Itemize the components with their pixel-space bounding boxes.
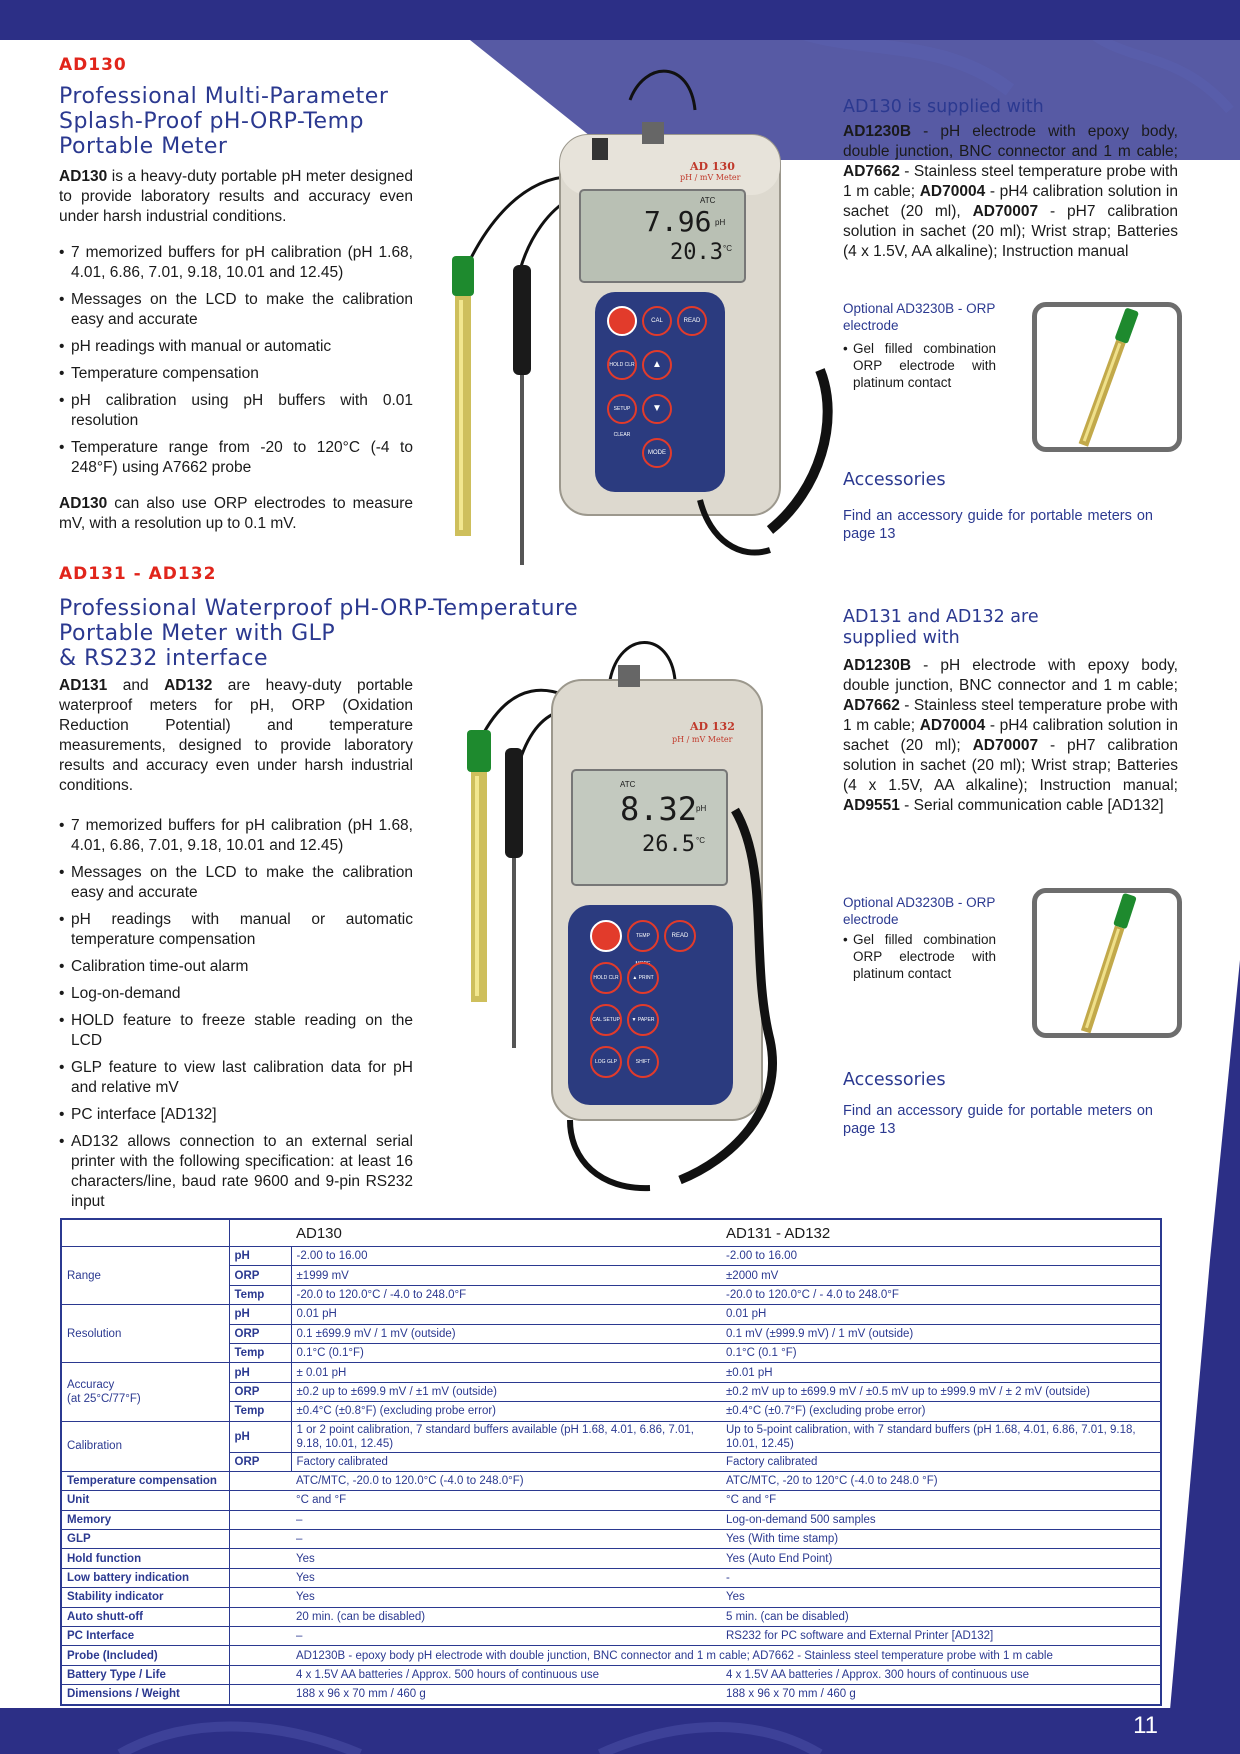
ad130-accessories-title: Accessories [843, 470, 946, 490]
cell-ad131: Log-on-demand 500 samples [721, 1510, 1160, 1529]
cell-ad130: ±0.4°C (±0.8°F) (excluding probe error) [291, 1402, 721, 1421]
meter-model-label: AD 132 [690, 720, 735, 733]
meter-model-label: AD 130 [690, 160, 735, 173]
list-item: • pH readings with manual or automatic temperature compensation [59, 910, 413, 950]
row-category: Hold function [62, 1549, 229, 1568]
cell-ad130: 0.1°C (0.1°F) [291, 1343, 721, 1362]
table-row [62, 1530, 1160, 1549]
read-button: READ [677, 306, 707, 336]
row-category: GLP [62, 1530, 229, 1549]
shift-button: SHIFT [627, 1046, 659, 1078]
mode-button: MODE [642, 438, 672, 468]
lcd-temp-unit: °C [696, 836, 705, 845]
cell-ad131: ±2000 mV [721, 1266, 1160, 1285]
wrist-strap-image [680, 360, 840, 580]
cell-ad130: Yes [291, 1588, 721, 1607]
cell-ad131: ATC/MTC, -20 to 120°C (-4.0 to 248.0 °F) [721, 1471, 1160, 1490]
ad130-product-image [430, 60, 840, 580]
temp-mode-button: TEMP [627, 920, 659, 952]
row-category: Memory [62, 1510, 229, 1529]
list-item: • 7 memorized buffers for pH calibration (pH 1.68, 4.01, 6.86, 7.01, 9.18, 10.01 and 12.45) [59, 816, 413, 856]
table-row [62, 1646, 1160, 1665]
cell-ad130: -20.0 to 120.0°C / -4.0 to 248.0°F [291, 1285, 721, 1304]
row-category: Accuracy (at 25°C/77°F) [62, 1363, 229, 1421]
cell-ad131: ±0.4°C (±0.7°F) (excluding probe error) [721, 1402, 1160, 1421]
ad130-accessories-link[interactable]: Find an accessory guide for portable meters on page 13 [843, 508, 1153, 542]
row-category: Probe (Included) [62, 1646, 229, 1665]
cell-ad131: 188 x 96 x 70 mm / 460 g [726, 1688, 856, 1701]
cell-ad131: - [721, 1568, 1160, 1587]
table-row [62, 1568, 1160, 1587]
cell-ad130: 4 x 1.5V AA batteries / Approx. 500 hours of continuous use [291, 1665, 721, 1684]
table-header-row [62, 1220, 1160, 1247]
list-item: • GLP feature to view last calibration data for pH and relative mV [59, 1058, 413, 1098]
cell-ad130: 20 min. (can be disabled) [291, 1607, 721, 1626]
cell-ad130: – [291, 1510, 721, 1529]
table-row [62, 1491, 1160, 1510]
column-header-ad130: AD130 [291, 1220, 721, 1247]
cell-ad130: ±0.2 up to ±699.9 mV / ±1 mV (outside) [291, 1382, 721, 1401]
ad131-title: Professional Waterproof pH-ORP-Temperature Portable Meter with GLP & RS232 interface [59, 596, 579, 671]
cell-ad130: – [291, 1627, 721, 1646]
cell-ad131: ±0.01 pH [721, 1363, 1160, 1382]
list-item: • HOLD feature to freeze stable reading on the LCD [59, 1011, 413, 1051]
cell-ad130: Yes [291, 1568, 721, 1587]
table-row [62, 1471, 1160, 1490]
cell-ad130: 188 x 96 x 70 mm / 460 g [296, 1688, 426, 1701]
page-number: 11 [1133, 1712, 1158, 1739]
row-category: Calibration [62, 1421, 229, 1471]
ad130-optional-list [843, 340, 996, 391]
bottom-decorative-shape [0, 1708, 1240, 1754]
cell-ad130: 0.1 ±699.9 mV / 1 mV (outside) [291, 1324, 721, 1343]
down-paper-button: ▼ PAPER [627, 1004, 659, 1036]
row-subcategory: Temp [229, 1402, 291, 1421]
ad130-title: Professional Multi-Parameter Splash-Proof pH-ORP-Temp Portable Meter [59, 84, 389, 159]
cell-ad130: ATC/MTC, -20.0 to 120.0°C (-4.0 to 248.0°F) [291, 1471, 721, 1490]
lcd-atc-label: ATC [620, 780, 636, 789]
row-subcategory: pH [229, 1363, 291, 1382]
up-button: ▲ [642, 350, 672, 380]
cell-ad131: 0.1 mV (±999.9 mV) / 1 mV (outside) [721, 1324, 1160, 1343]
cell-ad131: ±0.2 mV up to ±699.9 mV / ±0.5 mV up to ±999.9 mV / ± 2 mV (outside) [721, 1382, 1160, 1401]
cell-ad131: RS232 for PC software and External Printer [AD132] [721, 1627, 1160, 1646]
right-decorative-wedge [1150, 960, 1240, 1710]
row-category: Temperature compensation [62, 1471, 229, 1490]
lcd-ph-unit: pH [696, 804, 707, 813]
table-row [62, 1421, 1160, 1452]
hold-button: HOLD CLR [607, 350, 637, 380]
ad130-optional-title: Optional AD3230B - ORP electrode [843, 301, 996, 333]
ad131-orp-electrode-image [1032, 888, 1182, 1038]
row-subcategory: Temp [229, 1343, 291, 1362]
row-subcategory: ORP [229, 1324, 291, 1343]
cell-ad131: Up to 5-point calibration, with 7 standard buffers (pH 1.68, 4.01, 6.86, 7.01, 9.18, 10.01, 12.45) [721, 1421, 1160, 1452]
down-button: ▼ [642, 394, 672, 424]
cell-ad130: Yes [291, 1549, 721, 1568]
list-item: • 7 memorized buffers for pH calibration (pH 1.68, 4.01, 6.86, 7.01, 9.18, 10.01 and 12.45) [59, 243, 413, 283]
cal-setup-button: CAL SETUP [590, 1004, 622, 1036]
row-category: Battery Type / Life [62, 1665, 229, 1684]
lcd-temp-reading: 26.5 [642, 832, 695, 857]
cell-ad130: – [291, 1530, 721, 1549]
meter-sub-label: pH / mV Meter [680, 173, 741, 182]
up-print-button: ▲ PRINT [627, 962, 659, 994]
cal-button: CAL [642, 306, 672, 336]
table-row [62, 1627, 1160, 1646]
ad131-intro: AD131 and AD132 are heavy-duty portable waterproof meters for pH, ORP (Oxidation Reduction Potential) and temperature measurements, designed to provide laboratory results and accuracy even under harsh industrial conditions. [59, 677, 413, 794]
cell-ad131: Yes (With time stamp) [721, 1530, 1160, 1549]
ad130-orp-electrode-image [1032, 302, 1182, 452]
top-band-fill [0, 0, 1240, 40]
cell-ad130: °C and °F [291, 1491, 721, 1510]
ad130-intro: AD130 is a heavy-duty portable pH meter designed to provide laboratory results and accuracy even under harsh industrial conditions. [59, 168, 413, 225]
row-category: Stability indicator [62, 1588, 229, 1607]
cell-ad131: 0.1°C (0.1 °F) [721, 1343, 1160, 1362]
list-item: • Log-on-demand [59, 984, 413, 1004]
cell-ad131: 0.01 pH [721, 1305, 1160, 1324]
list-item: • Calibration time-out alarm [59, 957, 413, 977]
meter-sub-label: pH / mV Meter [672, 735, 733, 744]
row-category: PC Interface [62, 1627, 229, 1646]
column-header-ad131: AD131 - AD132 [721, 1220, 1160, 1247]
cell-probe: AD1230B - epoxy body pH electrode with double junction, BNC connector and 1 m cable; AD7662 - Stainless steel temperature probe with 1 m cable [291, 1646, 1160, 1665]
row-category: Dimensions / Weight [62, 1685, 229, 1704]
cell-ad131: -2.00 to 16.00 [721, 1247, 1160, 1266]
table-row [62, 1549, 1160, 1568]
lcd-temp-unit: °C [723, 244, 732, 253]
cell-ad131: Yes [721, 1588, 1160, 1607]
hold-button: HOLD CLR [590, 962, 622, 994]
lcd-ph-reading: 7.96 [644, 205, 712, 238]
ad130-outro: AD130 can also use ORP electrodes to measure mV, with a resolution up to 0.1 mV. [59, 495, 413, 532]
table-row [62, 1363, 1160, 1382]
ad131-supplied-text: AD1230B - pH electrode with epoxy body, double junction, BNC connector and 1 m cable; AD7662 - Stainless steel temperature probe with 1 m cable; AD70004 - pH4 calibration solution in sachet (20 ml); AD70007 - pH7 calibration solution in sachet (20 ml); Wrist strap; Batteries (4 x 1.5V, AA alkaline); Instruction manual; AD9551 - Serial communication cable [AD132] [843, 657, 1179, 814]
table-row [62, 1305, 1160, 1324]
power-button [607, 306, 637, 336]
table-row [62, 1665, 1160, 1684]
list-item: • Messages on the LCD to make the calibration easy and accurate [59, 863, 413, 903]
table-row [62, 1588, 1160, 1607]
table-row [62, 1247, 1160, 1266]
table-row [62, 1607, 1160, 1626]
power-button [590, 920, 622, 952]
row-category: Auto shutt-off [62, 1607, 229, 1626]
list-item: • pH calibration using pH buffers with 0.01 resolution [59, 391, 413, 431]
lcd-ph-reading: 8.32 [620, 790, 698, 828]
ad131-optional-list [843, 931, 996, 982]
list-item: • PC interface [AD132] [59, 1105, 413, 1125]
row-subcategory: ORP [229, 1452, 291, 1471]
cell-ad131: Yes (Auto End Point) [721, 1549, 1160, 1568]
ad131-optional-title: Optional AD3230B - ORP electrode [843, 895, 996, 927]
list-item: • Temperature range from -20 to 120°C (-4 to 248°F) using A7662 probe [59, 438, 413, 478]
row-subcategory: pH [229, 1247, 291, 1266]
cell-ad130: 0.01 pH [291, 1305, 721, 1324]
row-subcategory: Temp [229, 1285, 291, 1304]
cell-ad131: 4 x 1.5V AA batteries / Approx. 300 hours of continuous use [721, 1665, 1160, 1684]
row-subcategory: ORP [229, 1382, 291, 1401]
cell-ad131: 5 min. (can be disabled) [721, 1607, 1160, 1626]
cell-ad130: 1 or 2 point calibration, 7 standard buffers available (pH 1.68, 4.01, 6.86, 7.01, 9.18, 10.01, 12.45) [291, 1421, 721, 1452]
cell-ad130: -2.00 to 16.00 [291, 1247, 721, 1266]
spec-table [60, 1218, 1162, 1706]
ad130-feature-list [59, 243, 413, 485]
list-item: • Messages on the LCD to make the calibration easy and accurate [59, 290, 413, 330]
lcd-ph-unit: pH [715, 218, 726, 227]
lcd-atc-label: ATC [700, 196, 716, 205]
table-row [62, 1685, 1160, 1704]
list-item: • Gel filled combination ORP electrode with platinum contact [843, 931, 996, 982]
row-subcategory: ORP [229, 1266, 291, 1285]
list-item: • AD132 allows connection to an external serial printer with the following specification: at least 16 characters/line, baud rate 9600 and 9-pin RS232 input [59, 1132, 413, 1212]
row-category: Low battery indication [62, 1568, 229, 1587]
cell-ad131: Factory calibrated [721, 1452, 1160, 1471]
list-item: • Temperature compensation [59, 364, 413, 384]
ad131-feature-list [59, 816, 413, 1219]
cell-ad130: ±1999 mV [291, 1266, 721, 1285]
row-category: Unit [62, 1491, 229, 1510]
ad130-supplied-text: AD1230B - pH electrode with epoxy body, double junction, BNC connector and 1 m cable; AD7662 - Stainless steel temperature probe with 1 m cable; AD70004 - pH4 calibration solution in sachet (20 ml), AD70007 - pH7 calibration solution in sachet (20 ml); Wrist strap; Batteries (4 x 1.5V, AA alkaline); Instruction manual [843, 123, 1179, 260]
table-row [62, 1510, 1160, 1529]
row-subcategory: pH [229, 1421, 291, 1452]
cell-ad131: °C and °F [721, 1491, 1160, 1510]
list-item: • pH readings with manual or automatic [59, 337, 413, 357]
setup-button: SETUP CLEAR [607, 394, 637, 424]
ad132-product-image [450, 640, 830, 1200]
row-category: Range [62, 1247, 229, 1305]
row-subcategory: pH [229, 1305, 291, 1324]
ad131-accessories-title: Accessories [843, 1070, 946, 1090]
cell-ad130: ± 0.01 pH [291, 1363, 721, 1382]
list-item: • Gel filled combination ORP electrode with platinum contact [843, 340, 996, 391]
ad131-code: AD131 - AD132 [59, 564, 217, 584]
ad130-supplied-title: AD130 is supplied with [843, 97, 1044, 117]
ad130-code: AD130 [59, 55, 127, 75]
read-button: READ [664, 920, 696, 952]
lcd-temp-reading: 20.3 [670, 240, 723, 265]
row-category: Resolution [62, 1305, 229, 1363]
ad131-accessories-link[interactable]: Find an accessory guide for portable meters on page 13 [843, 1103, 1153, 1137]
ad131-supplied-title: AD131 and AD132 are supplied with [843, 607, 1039, 648]
cell-ad131: -20.0 to 120.0°C / - 4.0 to 248.0°F [721, 1285, 1160, 1304]
cell-ad130: Factory calibrated [291, 1452, 721, 1471]
log-glp-button: LOG GLP [590, 1046, 622, 1078]
